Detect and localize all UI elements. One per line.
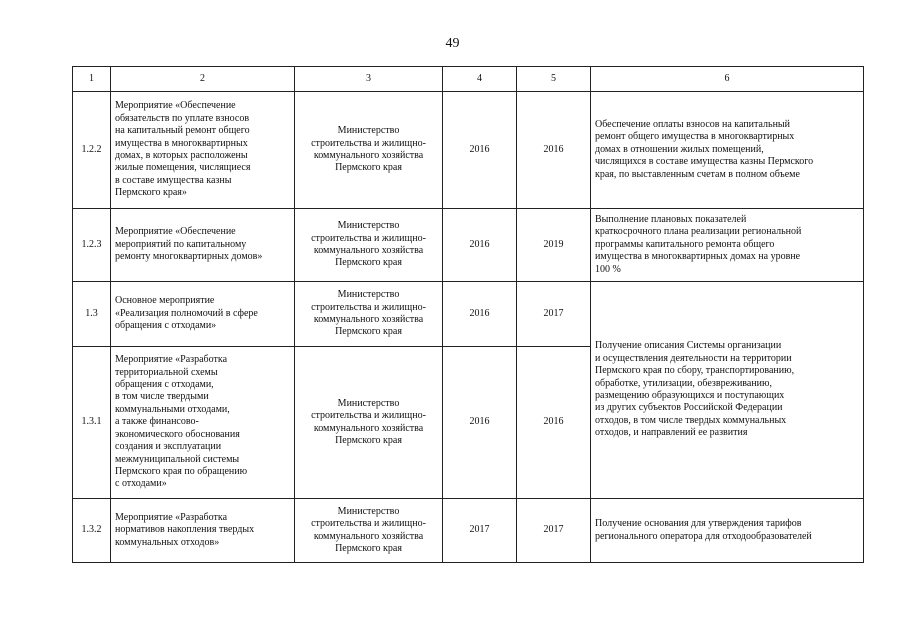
expected-result xyxy=(591,209,864,282)
end-year: 2016 xyxy=(517,347,591,499)
expected-result xyxy=(591,499,864,563)
header-cell: 4 xyxy=(443,67,517,92)
header-cell: 5 xyxy=(517,67,591,92)
expected-result xyxy=(591,282,864,499)
table-row xyxy=(73,282,864,347)
measure-name-text: Мероприятие «Обеспечение мероприятий по капитальному ремонту многоквартирных домов» xyxy=(115,226,263,263)
responsible-executor xyxy=(295,92,443,209)
header-cell: 3 xyxy=(295,67,443,92)
end-year: 2017 xyxy=(517,282,591,347)
end-year: 2017 xyxy=(517,499,591,563)
responsible-text: Министерство строительства и жилищно- коммунального хозяйства Пермского края xyxy=(311,505,426,554)
responsible-text: Министерство строительства и жилищно- коммунального хозяйства Пермского края xyxy=(311,397,426,446)
result-text: Обеспечение оплаты взносов на капитальный ремонт общего имущества в многоквартирных домах в отношении жилых помещений, числящихся в составе имущества казны Пермского края, по выставленным счетам в полном объеме xyxy=(595,118,814,180)
row-number: 1.2.3 xyxy=(73,209,111,282)
measure-name xyxy=(111,282,295,347)
table-row xyxy=(73,209,864,282)
responsible-text: Министерство строительства и жилищно- коммунального хозяйства Пермского края xyxy=(311,289,426,338)
table-header-row xyxy=(73,67,864,92)
end-year: 2019 xyxy=(517,209,591,282)
row-number: 1.2.2 xyxy=(73,92,111,209)
table-row xyxy=(73,499,864,563)
measure-name xyxy=(111,347,295,499)
responsible-executor xyxy=(295,209,443,282)
measures-table xyxy=(72,66,864,563)
measure-name xyxy=(111,499,295,563)
measure-name-text: Мероприятие «Обеспечение обязательств по уплате взносов на капитальный ремонт общего имущества в многоквартирных домах, в которых расположены жилые помещения, числящиеся в составе имущества казны Пермского края» xyxy=(115,100,251,199)
table-row xyxy=(73,92,864,209)
responsible-text: Министерство строительства и жилищно- коммунального хозяйства Пермского края xyxy=(311,125,426,174)
start-year: 2016 xyxy=(443,92,517,209)
responsible-executor xyxy=(295,499,443,563)
result-text: Получение основания для утверждения тарифов регионального оператора для отходообразователей xyxy=(595,518,812,542)
expected-result xyxy=(591,92,864,209)
start-year: 2017 xyxy=(443,499,517,563)
row-number: 1.3.1 xyxy=(73,347,111,499)
end-year: 2016 xyxy=(517,92,591,209)
responsible-executor xyxy=(295,347,443,499)
responsible-executor xyxy=(295,282,443,347)
measure-name xyxy=(111,209,295,282)
page-number: 49 xyxy=(445,36,460,51)
header-cell: 6 xyxy=(591,67,864,92)
header-cell: 2 xyxy=(111,67,295,92)
result-text: Выполнение плановых показателей краткосрочного плана реализации региональной программы капитального ремонта общего имущества в многоквартирных домах на уровне 100 % xyxy=(595,213,802,275)
row-number: 1.3.2 xyxy=(73,499,111,563)
result-text: Получение описания Системы организации и осуществления деятельности на территории Пермского края по сбору, транспортированию, обработке, утилизации, обезвреживанию, размещению образующихся и поступающих из других субъектов Российской Федерации отходов, в том числе твердых коммунальных отходов, и направлений ее развития xyxy=(595,340,795,439)
measure-name xyxy=(111,92,295,209)
measure-name-text: Основное мероприятие «Реализация полномочий в сфере обращения с отходами» xyxy=(115,295,258,332)
measure-name-text: Мероприятие «Разработка нормативов накопления твердых коммунальных отходов» xyxy=(115,511,255,548)
header-cell: 1 xyxy=(73,67,111,92)
row-number: 1.3 xyxy=(73,282,111,347)
start-year: 2016 xyxy=(443,347,517,499)
measure-name-text: Мероприятие «Разработка территориальной схемы обращения с отходами, в том числе твердыми коммунальными отходами, а также финансово- экономического обоснования создания и эксплуатации межмуниципальной системы Пермского края по обращению с отходами» xyxy=(115,354,248,490)
start-year: 2016 xyxy=(443,209,517,282)
responsible-text: Министерство строительства и жилищно- коммунального хозяйства Пермского края xyxy=(311,220,426,269)
start-year: 2016 xyxy=(443,282,517,347)
